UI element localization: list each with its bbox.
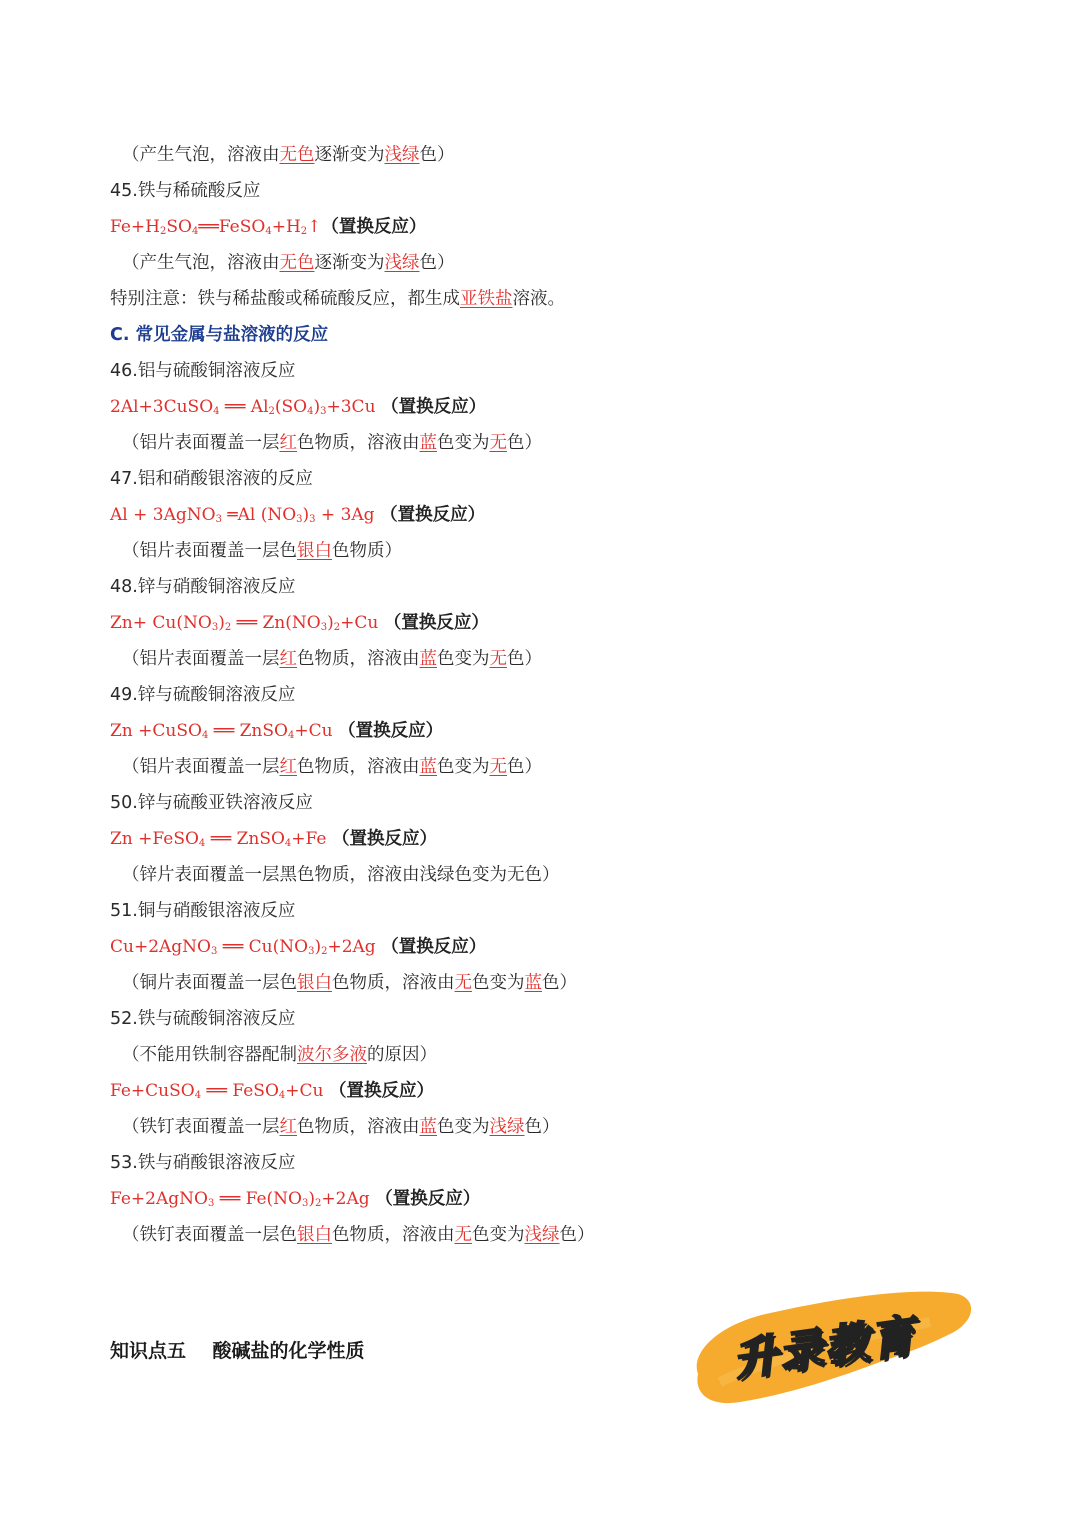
highlight-blank: 无	[489, 433, 507, 453]
text: 色物质，溶液由	[297, 433, 420, 453]
equation-line	[110, 713, 1010, 749]
observation-line	[110, 245, 1010, 281]
chemical-equation: Fe+2AgNO$_3$ ══ $Fe(NO_3)_2+2Ag$	[110, 1189, 370, 1209]
text: 色）	[559, 1225, 595, 1245]
note-line	[110, 1037, 1010, 1073]
text: （铁钉表面覆盖一层色	[122, 1225, 297, 1245]
reaction-heading: 52.铁与硫酸铜溶液反应	[110, 1009, 296, 1029]
observation-line	[110, 641, 1010, 677]
text: 色变为	[437, 1117, 490, 1137]
highlight-blank: 波尔多液	[297, 1045, 367, 1065]
highlight-blank: 无	[489, 649, 507, 669]
reaction-type: （置换反应）	[381, 937, 487, 957]
highlight-blank: 红	[279, 1117, 297, 1137]
reaction-type: （置换反应）	[381, 397, 487, 417]
section-heading: C. 常见金属与盐溶液的反应	[110, 325, 329, 345]
reaction-heading: 51.铜与硝酸银溶液反应	[110, 901, 296, 921]
text: 色）	[507, 649, 542, 669]
equation-line	[110, 1181, 1010, 1217]
text: （铝片表面覆盖一层	[122, 433, 280, 453]
reaction-heading: 48.锌与硝酸铜溶液反应	[110, 577, 296, 597]
text: （铁钉表面覆盖一层	[122, 1117, 280, 1137]
text: 色物质，溶液由	[297, 757, 420, 777]
highlight-blank: 无	[454, 1225, 472, 1245]
text: 色变为	[437, 433, 490, 453]
chemical-equation: Fe+CuSO$_4$ ══ FeSO$_4$+Cu	[110, 1081, 324, 1101]
chemical-equation: Al + 3AgNO$_3$ ═Al $(NO_3)_3 + 3Ag$	[110, 505, 375, 525]
text: 色物质，溶液由	[332, 1225, 455, 1245]
chemical-equation: Zn +FeSO$_4$ ══ ZnSO$_4$+Fe	[110, 829, 327, 849]
highlight-blank: 银白	[297, 541, 332, 561]
text: 色物质，溶液由	[297, 649, 420, 669]
highlight-blank: 红	[279, 757, 297, 777]
reaction-type: （置换反应）	[332, 829, 438, 849]
highlight-blank: 浅绿	[524, 1225, 560, 1245]
highlight-blank: 蓝	[419, 1117, 437, 1137]
chemical-equation: 2Al+3CuSO$_4$ ══ $Al_2(SO_4)_3+3Cu$	[110, 397, 376, 417]
text: 色变为	[437, 649, 490, 669]
text: 色）	[542, 973, 577, 993]
text: （铝片表面覆盖一层色	[122, 541, 297, 561]
text: （铝片表面覆盖一层	[122, 649, 280, 669]
highlight-blank: 红	[279, 433, 297, 453]
reaction-type: （置换反应）	[383, 613, 489, 633]
text: 色）	[419, 145, 455, 165]
chemical-equation: Zn +CuSO$_4$ ══ ZnSO$_4$+Cu	[110, 721, 333, 741]
reaction-heading: 45.铁与稀硫酸反应	[110, 181, 261, 201]
note-line	[110, 281, 1010, 317]
observation-line	[110, 1217, 1010, 1253]
reaction-type: （置换反应）	[380, 505, 486, 525]
highlight-blank: 无色	[279, 253, 315, 273]
text: 的原因）	[367, 1045, 437, 1065]
observation-line	[110, 1109, 1010, 1145]
equation-line	[110, 209, 1010, 245]
highlight-blank: 蓝	[419, 649, 437, 669]
text: 溶液。	[512, 289, 565, 309]
text: （铝片表面覆盖一层	[122, 757, 280, 777]
equation-line	[110, 929, 1010, 965]
chemical-equation: Cu+2AgNO$_3$ ══ $Cu(NO_3)_2+2Ag$	[110, 937, 376, 957]
reaction-type: （置换反应）	[375, 1189, 481, 1209]
reaction-heading: 53.铁与硝酸银溶液反应	[110, 1153, 296, 1173]
highlight-blank: 蓝	[524, 973, 542, 993]
highlight-blank: 红	[279, 649, 297, 669]
brand-logo	[680, 1282, 980, 1412]
logo-text: 升录教育	[729, 1310, 920, 1387]
text: （产生气泡，溶液由	[122, 253, 280, 273]
section-title: 知识点五 酸碱盐的化学性质	[110, 1340, 365, 1362]
highlight-blank: 无	[489, 757, 507, 777]
reaction-type: （置换反应）	[338, 721, 444, 741]
observation-line	[110, 137, 1010, 173]
text: （不能用铁制容器配制	[122, 1045, 297, 1065]
highlight-blank: 无	[454, 973, 472, 993]
highlight-blank: 蓝	[419, 433, 437, 453]
text: 色）	[524, 1117, 560, 1137]
chemical-equation: $Zn+ Cu(NO_3)_2$ ══ $Zn(NO_3)_2+Cu$	[110, 613, 379, 633]
highlight-blank: 亚铁盐	[460, 289, 513, 309]
reaction-heading: 49.锌与硫酸铜溶液反应	[110, 685, 296, 705]
text: 色物质，溶液由	[332, 973, 455, 993]
text: 逐渐变为	[314, 145, 385, 165]
reaction-heading: 50.锌与硫酸亚铁溶液反应	[110, 793, 313, 813]
observation-line: （锌片表面覆盖一层黑色物质，溶液由浅绿色变为无色）	[122, 865, 560, 885]
text: 逐渐变为	[314, 253, 385, 273]
equation-line	[110, 1073, 1010, 1109]
reaction-heading: 46.铝与硫酸铜溶液反应	[110, 361, 296, 381]
text: （产生气泡，溶液由	[122, 145, 280, 165]
text: 色物质，溶液由	[297, 1117, 420, 1137]
highlight-blank: 浅绿	[384, 145, 420, 165]
equation-line	[110, 605, 1010, 641]
text: 色物质）	[332, 541, 402, 561]
text: 色）	[507, 433, 542, 453]
text: 色）	[419, 253, 455, 273]
highlight-blank: 银白	[297, 973, 332, 993]
observation-line	[110, 749, 1010, 785]
highlight-blank: 蓝	[419, 757, 437, 777]
observation-line	[110, 425, 1010, 461]
reaction-type: （置换反应）	[329, 1081, 435, 1101]
reaction-type: （置换反应）	[321, 217, 427, 237]
highlight-blank: 浅绿	[489, 1117, 525, 1137]
text: （铜片表面覆盖一层色	[122, 973, 297, 993]
observation-line	[110, 533, 1010, 569]
document-body	[110, 137, 1010, 1253]
highlight-blank: 银白	[297, 1225, 332, 1245]
chemical-equation: $Fe+H_2SO_4══FeSO_4+H_2↑$	[110, 217, 322, 237]
text: 色）	[507, 757, 542, 777]
equation-line	[110, 389, 1010, 425]
observation-line	[110, 965, 1010, 1001]
highlight-blank: 浅绿	[384, 253, 420, 273]
text: 色变为	[437, 757, 490, 777]
equation-line	[110, 821, 1010, 857]
text: 特别注意：铁与稀盐酸或稀硫酸反应，都生成	[110, 289, 460, 309]
reaction-heading: 47.铝和硝酸银溶液的反应	[110, 469, 313, 489]
equation-line	[110, 497, 1010, 533]
highlight-blank: 无色	[279, 145, 315, 165]
text: 色变为	[472, 973, 525, 993]
text: 色变为	[472, 1225, 525, 1245]
